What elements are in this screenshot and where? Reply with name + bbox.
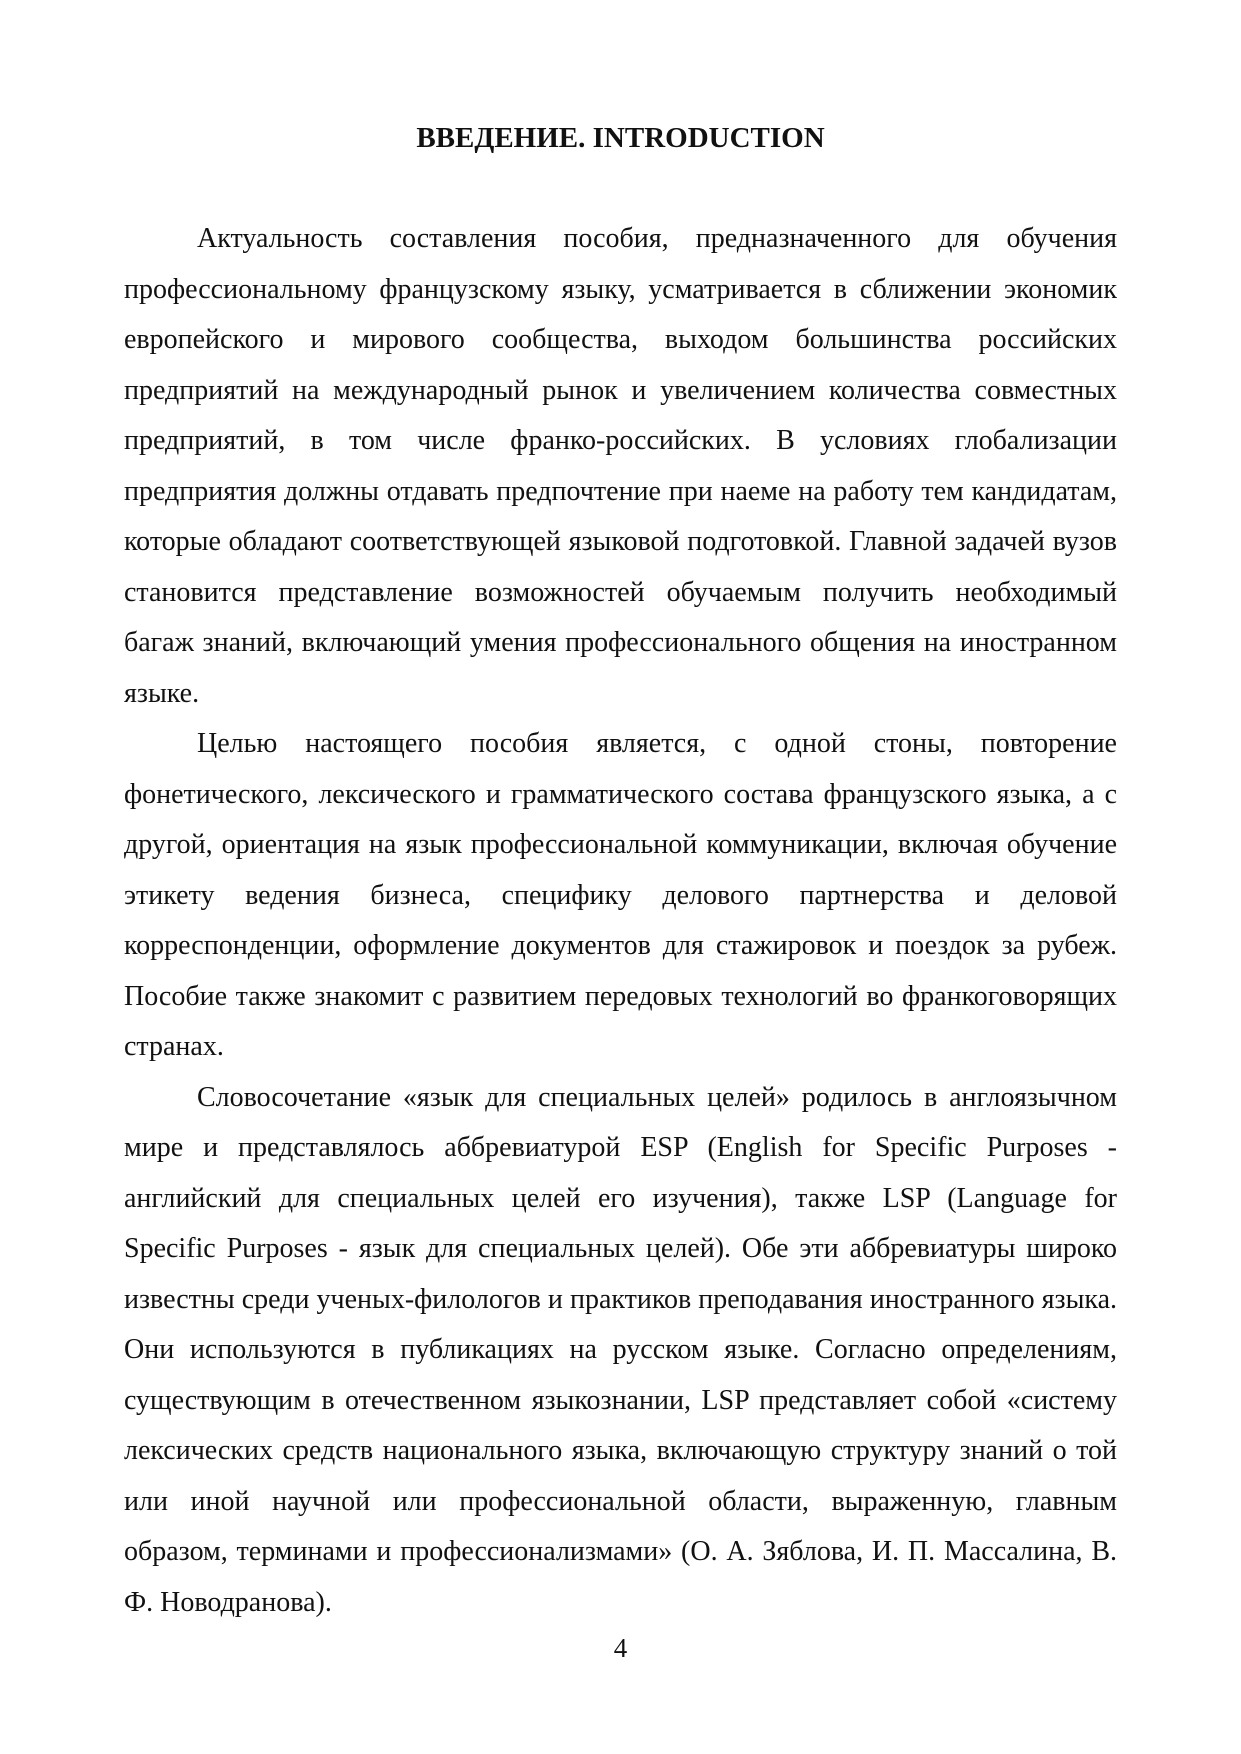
- paragraph-relevance: Актуальность составления пособия, предназначенного для обучения профессиональному французскому языку, усматривается в сближении экономик европейского и мирового сообщества, выходом большинства российских предприятий на международный рынок и увеличением количества совместных предприятий, в том числе франко-российских. В условиях глобализации предприятия должны отдавать предпочтение при наеме на работу тем кандидатам, которые обладают соответствующей языковой подготовкой. Главной задачей вузов становится представление возможностей обучаемым получить необходимый багаж знаний, включающий умения профессионального общения на иностранном языке.: [124, 223, 1117, 709]
- body-text: [124, 214, 1117, 1628]
- section-heading: ВВЕДЕНИЕ. INTRODUCTION: [416, 122, 825, 154]
- paragraph-lsp-definition: Словосочетание «язык для специальных целей» родилось в англоязычном мире и представлялось аббревиатурой ESP (English for Specific Purposes - английский для специальных целей его изучения), также LSP (Language for Specific Purposes - язык для специальных целей). Обе эти аббревиатуры широко известны среди ученых-филологов и практиков преподавания иностранного языка. Они используются в публикациях на русском языке. Согласно определениям, существующим в отечественном языкознании, LSP представляет собой «систему лексических средств национального языка, включающую структуру знаний о той или иной научной или профессиональной области, выраженную, главным образом, терминами и профессионализмами» (О. А. Зяблова, И. П. Массалина, В. Ф. Новодранова).: [124, 1081, 1117, 1618]
- paragraph-goal: Целью настоящего пособия является, с одной стоны, повторение фонетического, лексического и грамматического состава французского языка, а с другой, ориентация на язык профессиональной коммуникации, включая обучение этикету ведения бизнеса, специфику делового партнерства и деловой корреспонденции, оформление документов для стажировок и поездок за рубеж. Пособие также знакомит с развитием передовых технологий во франкоговорящих странах.: [124, 728, 1117, 1062]
- page-number: 4: [613, 1633, 628, 1663]
